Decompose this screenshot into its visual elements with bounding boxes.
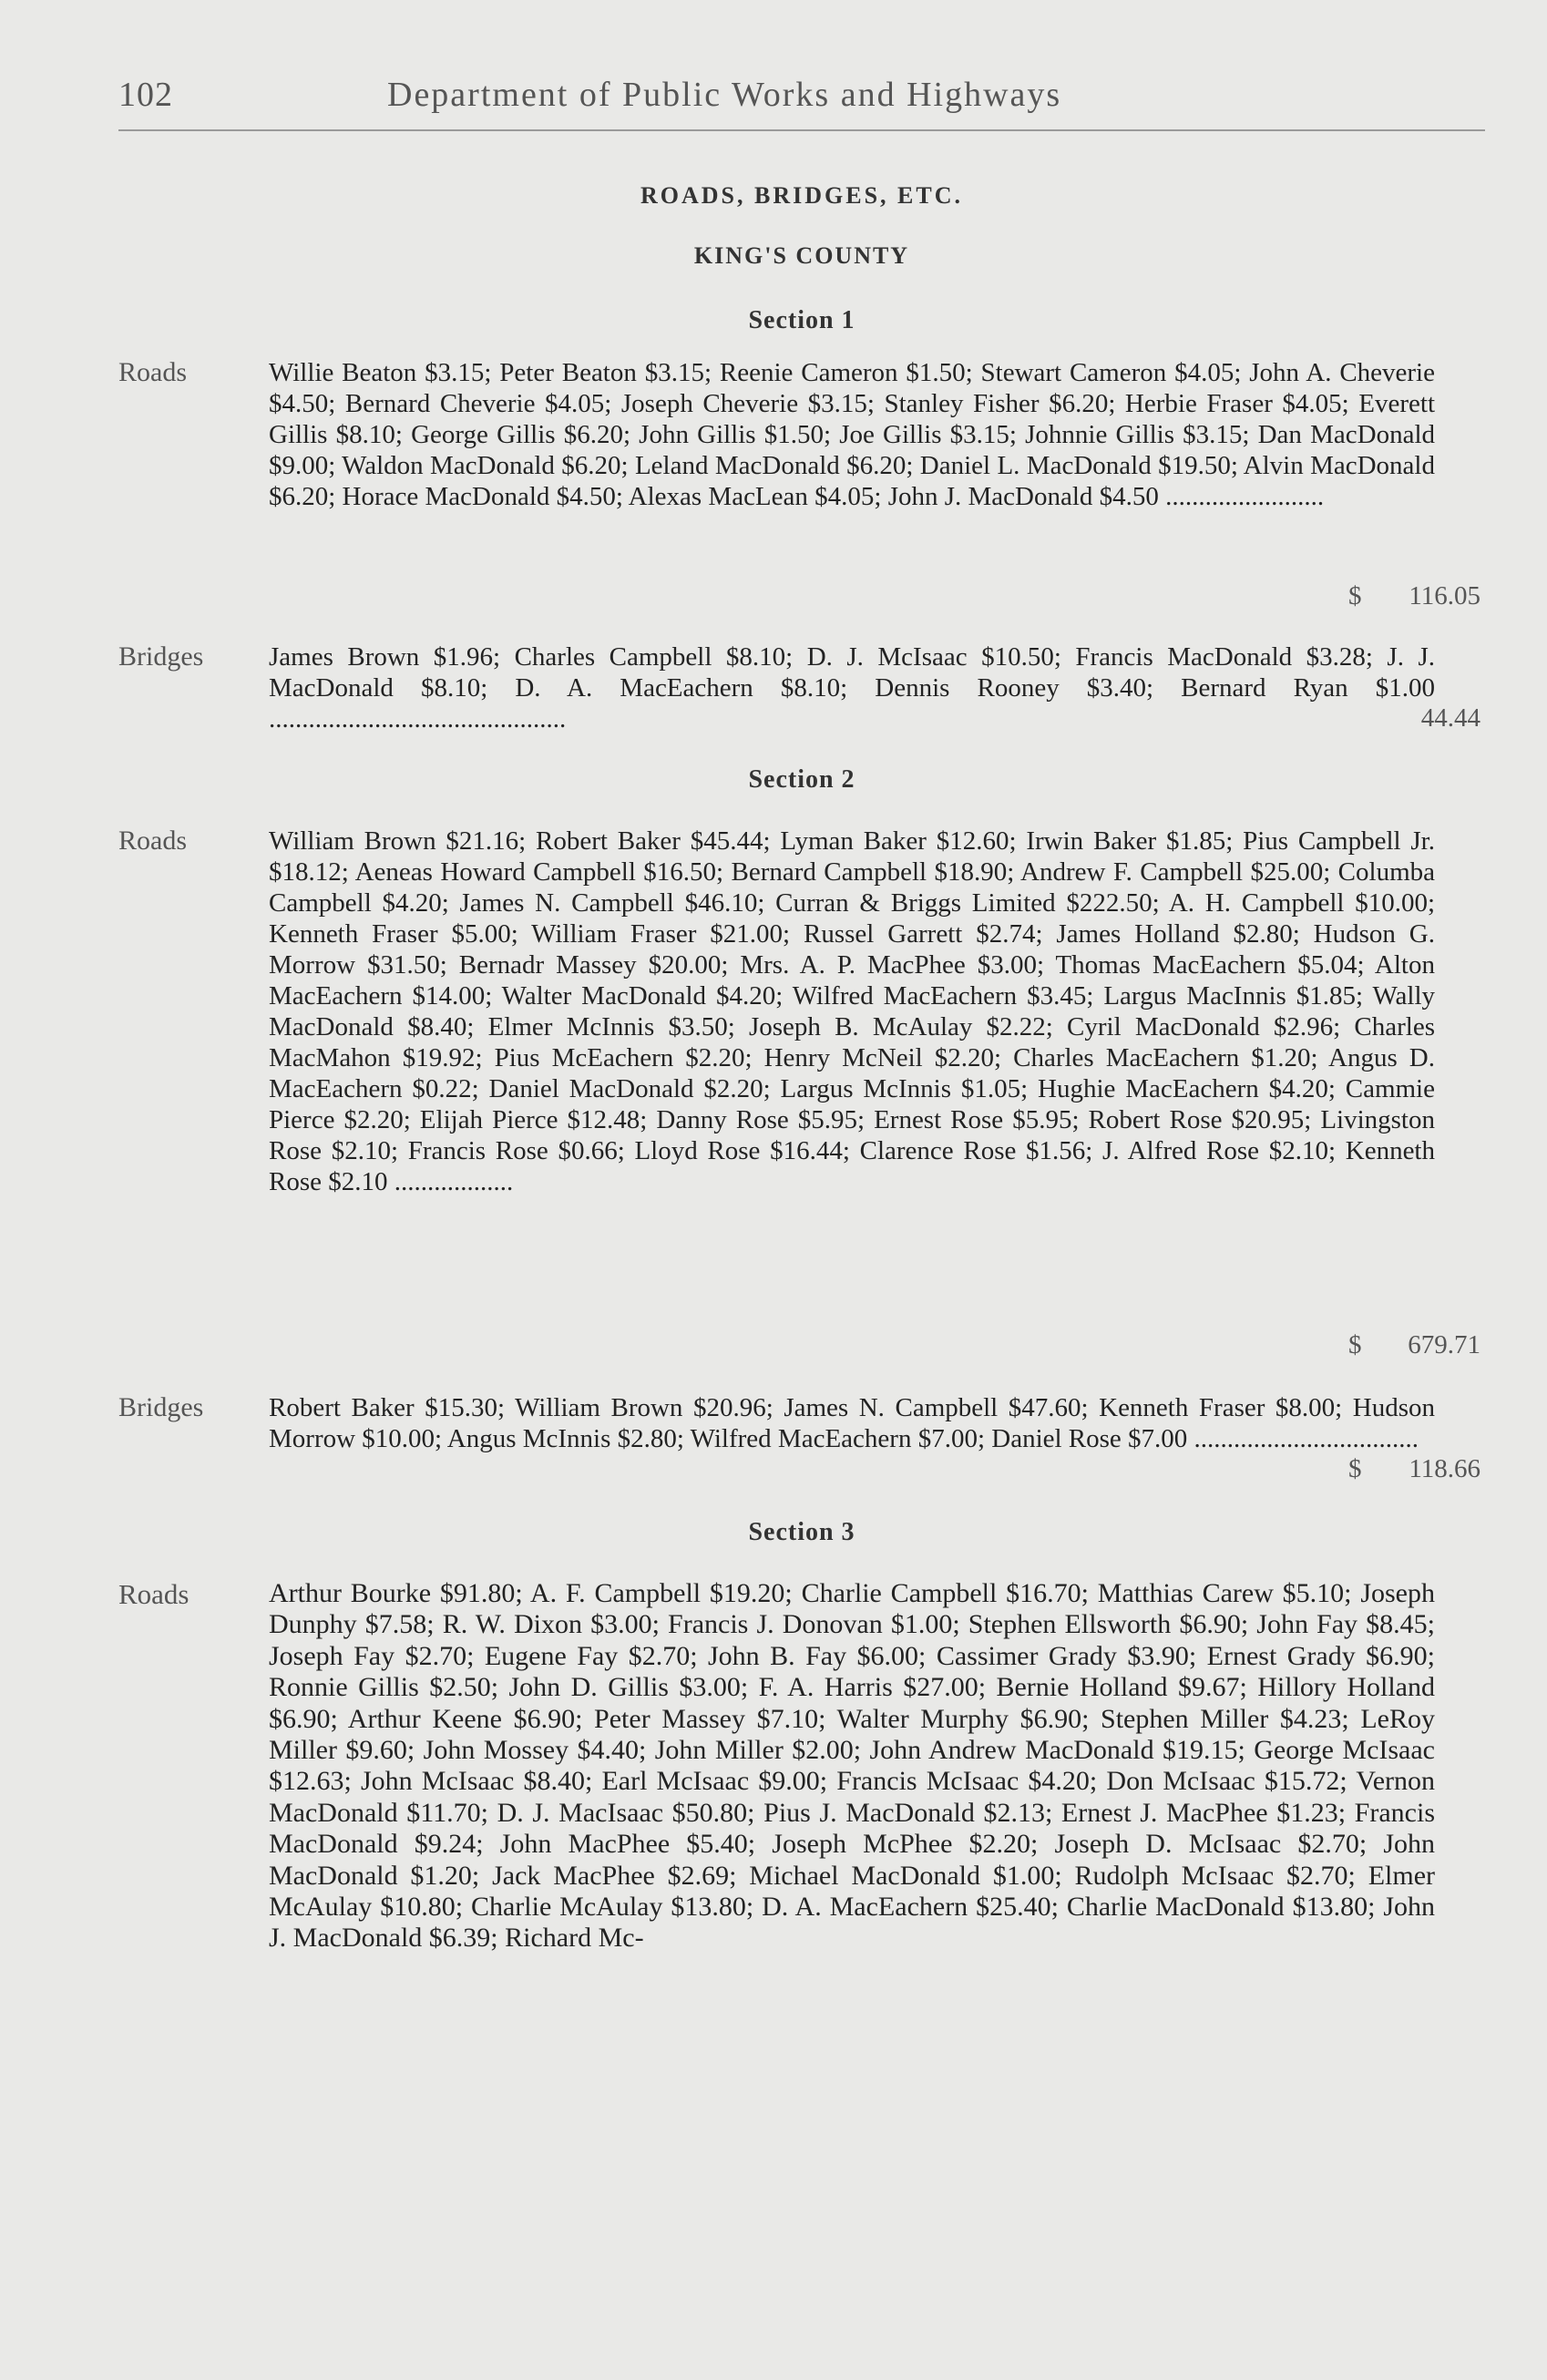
dollar-sign: $ <box>1348 581 1362 610</box>
entry-total: 116.05 <box>1409 581 1480 610</box>
entry-text: William Brown $21.16; Robert Baker $45.44; Lyman Baker $12.60; Irwin Baker $1.85; Pius Campbell Jr. $18.12; Aeneas Howard Campbell $16.50; Bernard Campbell $18.90; Andrew F. Campbell $25.00; Columba Campbell $4.20; James N. Campbell $46.10; Curran & Briggs Limited $222.50; A. H. Campbell $10.00; Kenneth Fraser $5.00; William Fraser $21.00; Russel Garrett $2.74; James Holland $2.80; Hudson G. Morrow $31.50; Bernadr Massey $20.00; Mrs. A. P. MacPhee $3.00; Thomas MacEachern $5.04; Alton MacEachern $14.00; Walter MacDonald $4.20; Wilfred MacEachern $3.45; Largus MacInnis $1.85; Wally MacDonald $8.40; Elmer McInnis $3.50; Joseph B. McAulay $2.22; Cyril MacDonald $2.96; Charles MacMahon $19.92; Pius McEachern $2.20; Henry McNeil $2.20; Charles MacEachern $1.20; Angus D. MacEachern $0.22; Daniel MacDonald $2.20; Largus McInnis $1.05; Hughie MacEachern $4.20; Cammie Pierce $2.20; Elijah Pierce $12.48; Danny Rose $5.95; Ernest Rose $5.95; Robert Rose $20.95; Livingston Rose $2.10; Francis Rose $0.66; Lloyd Rose $16.44; Clarence Rose $1.56; J. Alfred Rose $2.10; Kenneth Rose $2.10 .................. <box>269 826 1435 1196</box>
section-3-roads-entry <box>118 1578 1503 2107</box>
dollar-sign: $ <box>1348 1330 1362 1359</box>
page-number: 102 <box>118 76 173 114</box>
entry-total: 118.66 <box>1409 1454 1480 1483</box>
county-heading: KING'S COUNTY <box>693 242 910 269</box>
section-3-title: Section 3 <box>748 1518 855 1546</box>
entry-text: Willie Beaton $3.15; Peter Beaton $3.15; Reenie Cameron $1.50; Stewart Cameron $4.05; John A. Cheverie $4.50; Bernard Cheverie $4.05; Joseph Cheverie $3.15; Stanley Fisher $6.20; Herbie Fraser $4.05; Everett Gillis $8.10; George Gillis $6.20; John Gillis $1.50; Joe Gillis $3.15; Johnnie Gillis $3.15; Dan MacDonald $9.00; Waldon MacDonald $6.20; Leland MacDonald $6.20; Daniel L. MacDonald $19.50; Alvin MacDonald $6.20; Horace MacDonald $4.50; Alexas MacLean $4.05; John J. MacDonald $4.50 ........................ <box>269 358 1435 511</box>
section-2-title: Section 2 <box>748 765 855 794</box>
entry-text: Arthur Bourke $91.80; A. F. Campbell $19.20; Charlie Campbell $16.70; Matthias Carew $5.10; Joseph Dunphy $7.58; R. W. Dixon $3.00; Francis J. Donovan $1.00; Stephen Ellsworth $6.90; John Fay $8.45; Joseph Fay $2.70; Eugene Fay $2.70; John B. Fay $6.00; Cassimer Grady $3.90; Ernest Grady $6.90; Ronnie Gillis $2.50; John D. Gillis $3.00; F. A. Harris $27.00; Bernie Holland $9.67; Hillory Holland $6.90; Arthur Keene $6.90; Peter Massey $7.10; Walter Murphy $6.90; Stephen Miller $4.23; LeRoy Miller $9.60; John Mossey $4.40; John Miller $2.00; John Andrew MacDonald $19.15; George McIsaac $12.63; John McIsaac $8.40; Earl McIsaac $9.00; Francis McIsaac $4.20; Don McIsaac $15.72; Vernon MacDonald $11.70; D. J. MacIsaac $50.80; Pius J. MacDonald $2.13; Ernest J. MacPhee $1.23; Francis MacDonald $9.24; John MacPhee $5.40; Joseph McPhee $2.20; Joseph D. McIsaac $2.70; John MacDonald $1.20; Jack MacPhee $2.69; Michael MacDonald $1.00; Rudolph McIsaac $2.70; Elmer McAulay $10.80; Charlie McAulay $13.80; D. A. MacEachern $25.40; Charlie MacDonald $13.80; John J. MacDonald $6.39; Richard Mc- <box>269 1578 1435 1954</box>
entry-label: Bridges <box>118 1392 204 1422</box>
section-heading: ROADS, BRIDGES, ETC. <box>640 182 963 209</box>
entry-text: Robert Baker $15.30; William Brown $20.96; James N. Campbell $47.60; Kenneth Fraser $8.00; Hudson Morrow $10.00; Angus McInnis $2.80; Wilfred MacEachern $7.00; Daniel Rose $7.00 .................................. <box>269 1393 1435 1453</box>
entry-total: 44.44 <box>1420 703 1480 733</box>
section-2-bridges-entry <box>118 1392 1503 1493</box>
page-header <box>0 75 1547 135</box>
section-1-roads-entry <box>118 357 1503 612</box>
entry-text: James Brown $1.96; Charles Campbell $8.10; D. J. McIsaac $10.50; Francis MacDonald $3.28; J. J. MacDonald $8.10; D. A. MacEachern $8.10; Dennis Rooney $3.40; Bernard Ryan $1.00 ............................................. <box>269 642 1435 733</box>
running-title: Department of Public Works and Highways <box>387 76 1062 114</box>
section-1-bridges-entry <box>118 641 1503 742</box>
header-rule <box>118 129 1485 131</box>
entry-label: Roads <box>118 357 187 387</box>
dollar-sign: $ <box>1348 1454 1362 1483</box>
section-1-title: Section 1 <box>748 306 855 334</box>
entry-label: Roads <box>118 1578 190 1610</box>
entry-label: Bridges <box>118 641 204 672</box>
entry-label: Roads <box>118 826 187 856</box>
section-2-roads-entry <box>118 826 1503 1372</box>
entry-total: 679.71 <box>1408 1330 1480 1359</box>
